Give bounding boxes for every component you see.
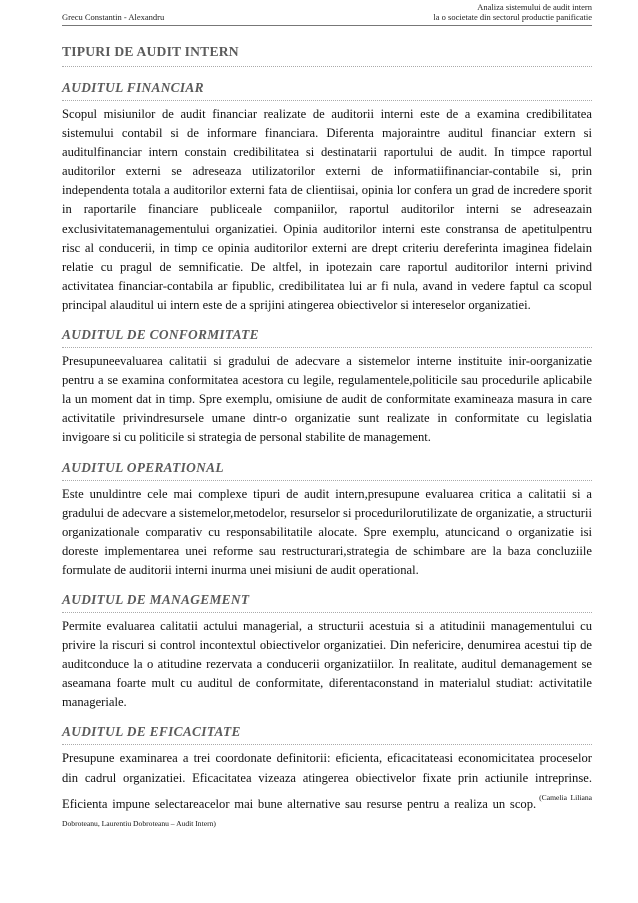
section-body-compliance-audit: Presupuneevaluarea calitatii si gradului de adecvare a sistemelor interne instituite inir-oorganizatie pentru a se examina conformitatea acestora cu legile, regulamentele,politicile sau procedurile aplicabile la un moment dat in timp. Spre exemplu, omisiune de audit de conformitate examineaza masura in care activitatile privindresursele umane dintr-o organizatie sunt realizate in conformitate cu legislatia invigoare si cu politicile si strategia de personal stabilite de management. xyxy=(62,354,592,445)
section-title-financial-audit: AUDITUL FINANCIAR xyxy=(62,67,592,101)
header-author: Grecu Constantin - Alexandru xyxy=(62,12,165,22)
section-body-operational-audit: Este unuldintre cele mai complexe tipuri de audit intern,presupune evaluarea critica a calitatii si a gradului de adecvare a sistemelor,metodelor, resurselor si procedurilorutilizate de organizatie, a structurii organizationale comparativ cu responsabilitatile alocate. Spre exemplu, atuncicand o organizatie isi doreste implementarea unei reforme sau restructurari,strategia de schimbare are la baza concluziile formulate de auditorii interni inurma unei misiuni de audit operational. xyxy=(62,486,592,577)
main-content xyxy=(62,36,592,842)
section-financial-audit xyxy=(62,67,592,317)
section-management-audit xyxy=(62,582,592,714)
citation: (Camelia Liliana Dobroteanu, Laurentiu Dobroteanu – Audit Intern) xyxy=(62,792,592,828)
section-title-operational-audit: AUDITUL OPERATIONAL xyxy=(62,450,592,481)
section-compliance-audit xyxy=(62,317,592,449)
header-title-line-1: Analiza sistemului de audit intern xyxy=(477,2,592,12)
section-title-management-audit: AUDITUL DE MANAGEMENT xyxy=(62,582,592,613)
section-title-compliance-audit: AUDITUL DE CONFORMITATE xyxy=(62,317,592,348)
section-effectiveness-audit xyxy=(62,714,592,841)
section-body-financial-audit: Scopul misiunilor de audit financiar realizate de auditorii interni este de a examina credibilitatea sistemului contabil si de informare financiara. Diferenta majoraintre auditul financiar extern si auditulfinanciar intern constain credibilitatea si destinatarii raportului de audit. In timpce raportul auditorilor externi se adreseaza utilizatorilor externi de informatiifinanciar-contabile si, prin independenta totala a auditorilor externi fata de clientiisai, opinia lor confera un grad de incredere sporit in raportarile financiare publiceale companiilor, raportul auditorilor interni se adreseazain exclusivitatemanagementului organizatiei. Opinia auditorilor interni este constransa de apetitulpentru risc al conducerii, in timp ce opinia auditorilor externi are drept criteriu dereferinta imaginea fidelain relatie cu pragul de semnificatie. De altfel, in ipotezain care raportul auditorilor interni privind activitatea financiar-contabila ar fipublic, credibilitatea lui ar fi nula, avand in vedere faptul ca scopul principal alauditul ui intern este de a sprijini atingerea obiectivelor si intereselor organizatiei. xyxy=(62,107,592,312)
section-body-text-effectiveness-audit: Presupune examinarea a trei coordonate definitorii: eficienta, eficacitateasi economicitatea proceselor din cadrul organizatiei. Eficacitatea vizeaza atingerea obiectivelor fixate prin actiunile intreprinse. Eficienta impune selectareacelor mai bune alternative sau resurse pentru a realiza un scop. xyxy=(62,751,592,811)
page-title: TIPURI DE AUDIT INTERN xyxy=(62,36,592,67)
header-title-line-2: la o societate din sectorul productie panificatie xyxy=(433,12,592,22)
header-document-title xyxy=(433,2,592,22)
section-body-management-audit: Permite evaluarea calitatii actului managerial, a structurii acestuia si a atitudinii managementului cu privire la riscuri si control incontextul obiectivelor organizatiei. Din nefericire, denumirea acestui tip de auditconduce la o atitudine rezervata a conducerii organizatiilor. In realitate, auditul demanagement se aseamana foarte mult cu auditul de conformitate, diferentaconstand in materialul studiat: activitatile manageriale. xyxy=(62,618,592,710)
section-operational-audit xyxy=(62,450,592,582)
header-divider xyxy=(62,25,592,26)
section-title-effectiveness-audit: AUDITUL DE EFICACITATE xyxy=(62,714,592,745)
section-body-effectiveness-audit xyxy=(62,745,592,841)
